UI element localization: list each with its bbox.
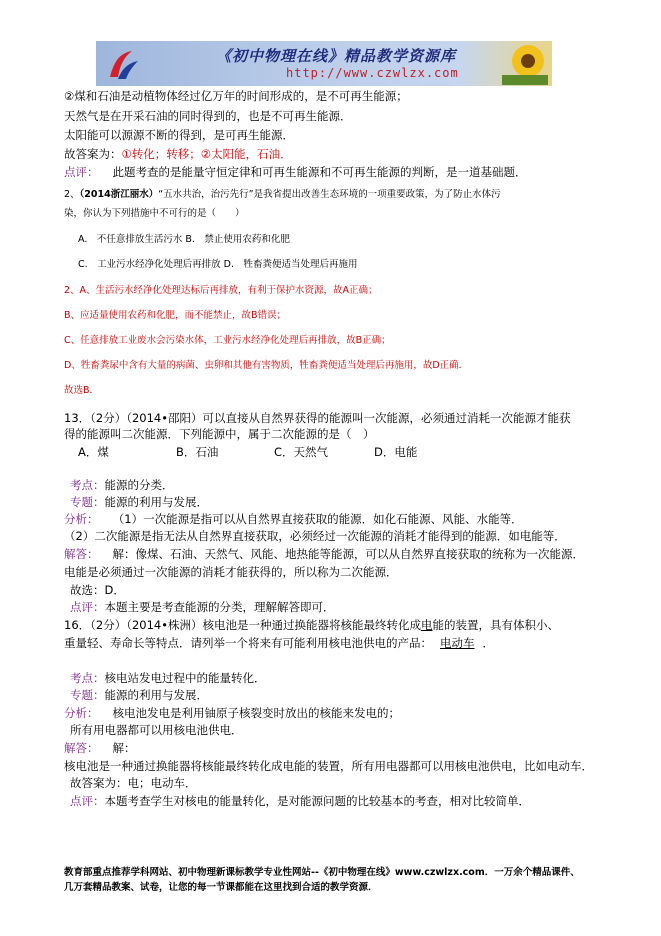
text-line: 天然气是在开采石油的同时得到的，也是不可再生能源． bbox=[64, 109, 352, 123]
options-ab: A. 不任意排放生活污水 B. 禁止使用农药和化肥 bbox=[78, 234, 290, 245]
footer-line: 教育部重点推荐学科网站、初中物理新课标教学专业性网站--《初中物理在线》www.czwlzx.com．一万余个精品课件、 bbox=[64, 867, 580, 878]
answer-blank: 电动车 bbox=[440, 636, 475, 650]
keypoint-line bbox=[70, 477, 174, 493]
analysis-line bbox=[64, 511, 523, 527]
choose-line: 故选：D． bbox=[70, 583, 125, 597]
analysis-label: 分析： bbox=[64, 512, 99, 526]
review-line bbox=[70, 599, 335, 615]
analysis-line: 所有用电器都可以用核电池供电． bbox=[70, 723, 243, 737]
topic-text: 能源的利用与发展． bbox=[104, 688, 208, 702]
options-cd: C. 工业污水经净化处理后再排放 D. 牲畜粪便适当处理后再施用 bbox=[78, 259, 358, 270]
explanation-line: 2、A、生活污水经净化处理达标后再排放，有利于保护水资源，故A正确； bbox=[64, 285, 378, 296]
keypoint-text: 能源的分类． bbox=[104, 478, 174, 492]
review-text: 本题主要是考查能源的分类，理解解答即可． bbox=[104, 600, 335, 614]
question-stem-text: 16．（2分）（2014•株洲）核电池是一种通过换能器将核能最终转化成 bbox=[64, 618, 421, 632]
review-text: 本题考查学生对核电的能量转化，是对能源问题的比较基本的考查，相对比较简单． bbox=[104, 794, 530, 808]
option-b: B．石油 bbox=[176, 445, 219, 459]
answer-line: 故选B． bbox=[64, 385, 100, 396]
solution-line bbox=[64, 546, 584, 562]
explanation-line: B、应适量使用农药和化肥，而不能禁止，故B错误； bbox=[64, 310, 287, 321]
banner-url[interactable]: http://www.czwlzx.com bbox=[286, 66, 459, 80]
answer-value: ①转化；转移；②太阳能，石油． bbox=[121, 147, 292, 161]
question-stem-text: 重量轻、寿命长等特点．请列举一个将来有可能利用核电池供电的产品： bbox=[64, 636, 432, 650]
site-logo-icon bbox=[104, 47, 140, 81]
option-d: D．电能 bbox=[374, 445, 418, 459]
option-c: C．天然气 bbox=[274, 445, 329, 459]
header-banner bbox=[96, 41, 552, 86]
explanation-line: C、任意排放工业废水会污染水体，工业污水经净化处理后再排放，故B正确； bbox=[64, 335, 391, 346]
analysis-line bbox=[64, 705, 400, 721]
answer-blank: 电 bbox=[421, 618, 433, 632]
solution-text: 解：像煤、石油、天然气、风能、地热能等能源，可以从自然界直接获取的统称为一次能源． bbox=[112, 547, 584, 561]
keypoint-text: 核电站发电过程中的能量转化． bbox=[104, 671, 266, 685]
solution-line: 核电池是一种通过换能器将核能最终转化成电能的装置，所有用电器都可以用核电池供电，比如电动车． bbox=[64, 759, 593, 773]
answer-label: 故答案为： bbox=[64, 147, 122, 161]
keypoint-label: 考点： bbox=[70, 478, 105, 492]
topic-text: 能源的利用与发展． bbox=[104, 495, 208, 509]
question-stem bbox=[64, 187, 501, 203]
review-label: 点评： bbox=[64, 165, 99, 179]
question-stem-cont: 染，你认为下列措施中不可行的是（ ） bbox=[64, 208, 245, 219]
question-stem-cont: 得的能源叫二次能源．下列能源中，属于二次能源的是（ ） bbox=[64, 427, 375, 441]
topic-line bbox=[70, 687, 208, 703]
analysis-label: 分析： bbox=[64, 706, 99, 720]
explanation-line: D、牲畜粪尿中含有大量的病菌、虫卵和其他有害物质，牲畜粪便适当处理后再施用，故D正确． bbox=[64, 360, 469, 371]
review-line bbox=[70, 793, 530, 809]
question-stem-text: ． bbox=[482, 636, 494, 650]
solution-label: 解答： bbox=[64, 741, 99, 755]
question-stem-text: 能的装置，具有体积小、 bbox=[432, 618, 559, 632]
analysis-line: （2）二次能源是指无法从自然界直接获取，必须经过一次能源的消耗才能得到的能源．如电能等． bbox=[64, 529, 566, 543]
topic-label: 专题： bbox=[70, 688, 105, 702]
keypoint-line bbox=[70, 670, 266, 686]
question-stem-cont bbox=[64, 635, 494, 651]
solution-line: 电能是必须通过一次能源的消耗才能获得的，所以称为二次能源． bbox=[64, 565, 398, 579]
review-text: 此题考查的是能量守恒定律和可再生能源和不可再生能源的判断，是一道基础题． bbox=[112, 165, 527, 179]
footer-line: 几万套精品教案、试卷，让您的每一节课都能在这里找到合适的教学资源． bbox=[64, 882, 378, 893]
question-source: （2014浙江丽水） bbox=[79, 189, 159, 200]
text-line: ②煤和石油是动植物体经过亿万年的时间形成的，是不可再生能源； bbox=[64, 89, 408, 103]
topic-line bbox=[70, 494, 208, 510]
question-stem bbox=[64, 617, 559, 633]
question-stem-text: “五水共治，治污先行”是我省提出改善生态环境的一项重要政策，为了防止水体污 bbox=[158, 189, 501, 200]
topic-label: 专题： bbox=[70, 495, 105, 509]
analysis-text: 核电池发电是利用铀原子核裂变时放出的核能来发电的； bbox=[112, 706, 400, 720]
option-a: A．煤 bbox=[78, 445, 109, 459]
analysis-text: （1）一次能源是指可以从自然界直接获取的能源．如化石能源、风能、水能等． bbox=[118, 512, 523, 526]
review-label: 点评： bbox=[70, 600, 105, 614]
review-label: 点评： bbox=[70, 794, 105, 808]
keypoint-label: 考点： bbox=[70, 671, 105, 685]
review-line bbox=[64, 164, 527, 180]
answer-line: 故答案为：电；电动车． bbox=[70, 776, 197, 790]
answer-line bbox=[64, 146, 292, 162]
solution-text: 解： bbox=[112, 741, 136, 755]
solution-line bbox=[64, 740, 136, 756]
question-number: 2、 bbox=[64, 189, 80, 200]
question-stem: 13．（2分）（2014•邵阳）可以直接从自然界获得的能源叫一次能源，必须通过消耗一次能源才能获 bbox=[64, 411, 571, 425]
banner-title: 《初中物理在线》精品教学资源库 bbox=[216, 47, 457, 65]
sunflower-icon bbox=[502, 43, 548, 85]
solution-label: 解答： bbox=[64, 547, 99, 561]
text-line: 太阳能可以源源不断的得到，是可再生能源． bbox=[64, 128, 294, 142]
